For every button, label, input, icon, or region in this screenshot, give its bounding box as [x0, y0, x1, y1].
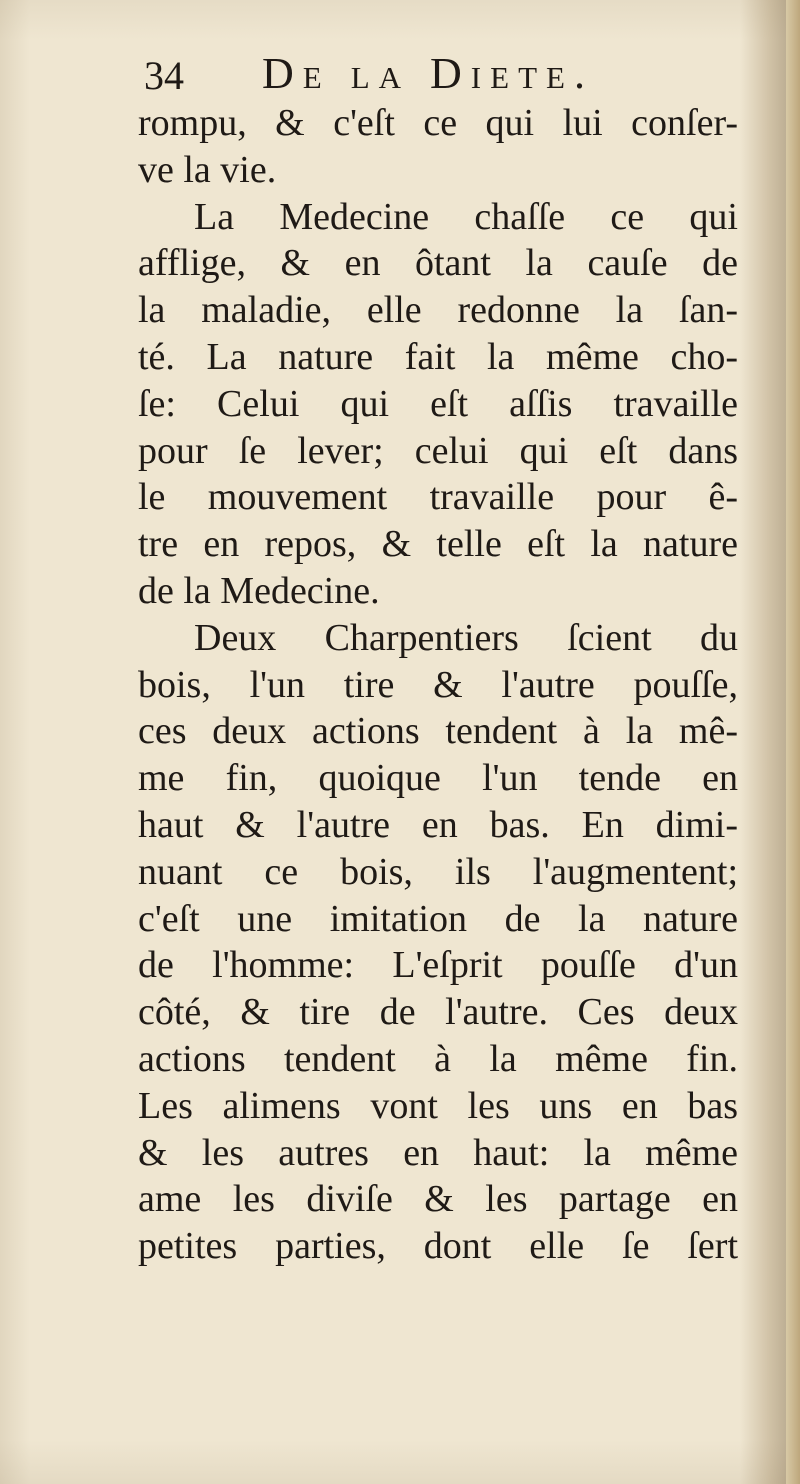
text-line: ame les diviſe & les partage en	[138, 1178, 738, 1221]
text-line: me fin, quoique l'un tende en	[138, 757, 738, 800]
text-line: ces deux actions tendent à la mê-	[138, 710, 738, 753]
running-title: De la Diete.	[262, 49, 594, 98]
text-line: le mouvement travaille pour ê-	[138, 476, 738, 519]
text-line: actions tendent à la même fin.	[138, 1037, 738, 1080]
text-line: pour ſe lever; celui qui eſt dans	[138, 429, 738, 472]
text-line: de la Medecine.	[138, 569, 380, 612]
text-line: bois, l'un tire & l'autre pouſſe,	[138, 663, 738, 706]
text-line: ve la vie.	[138, 148, 277, 191]
text-line: Deux Charpentiers ſcient du	[194, 616, 738, 659]
text-line: rompu, & c'eſt ce qui lui conſer-	[138, 102, 738, 144]
text-line: haut & l'autre en bas. En dimi-	[138, 803, 738, 846]
page-number: 34	[144, 53, 184, 98]
text-line: c'eſt une imitation de la nature	[138, 897, 738, 940]
page-edge	[786, 0, 800, 1484]
text-line: tre en repos, & telle eſt la nature	[138, 523, 738, 566]
text-line: petites parties, dont elle ſe ſert	[138, 1225, 738, 1268]
text-line: té. La nature fait la même cho-	[138, 335, 738, 378]
text-line: côté, & tire de l'autre. Ces deux	[138, 991, 738, 1034]
text-line: La Medecine chaſſe ce qui	[194, 195, 738, 238]
text-line: ſe: Celui qui eſt aſſis travaille	[138, 382, 738, 425]
text-line: nuant ce bois, ils l'augmentent;	[138, 850, 738, 893]
text-line: & les autres en haut: la même	[138, 1131, 738, 1174]
text-line: de l'homme: L'eſprit pouſſe d'un	[138, 944, 738, 987]
text-line: Les alimens vont les uns en bas	[138, 1084, 738, 1127]
body-text	[138, 100, 738, 1270]
text-line: la maladie, elle redonne la ſan-	[138, 289, 738, 332]
page-header	[138, 48, 738, 98]
text-line: afflige, & en ôtant la cauſe de	[138, 242, 738, 285]
